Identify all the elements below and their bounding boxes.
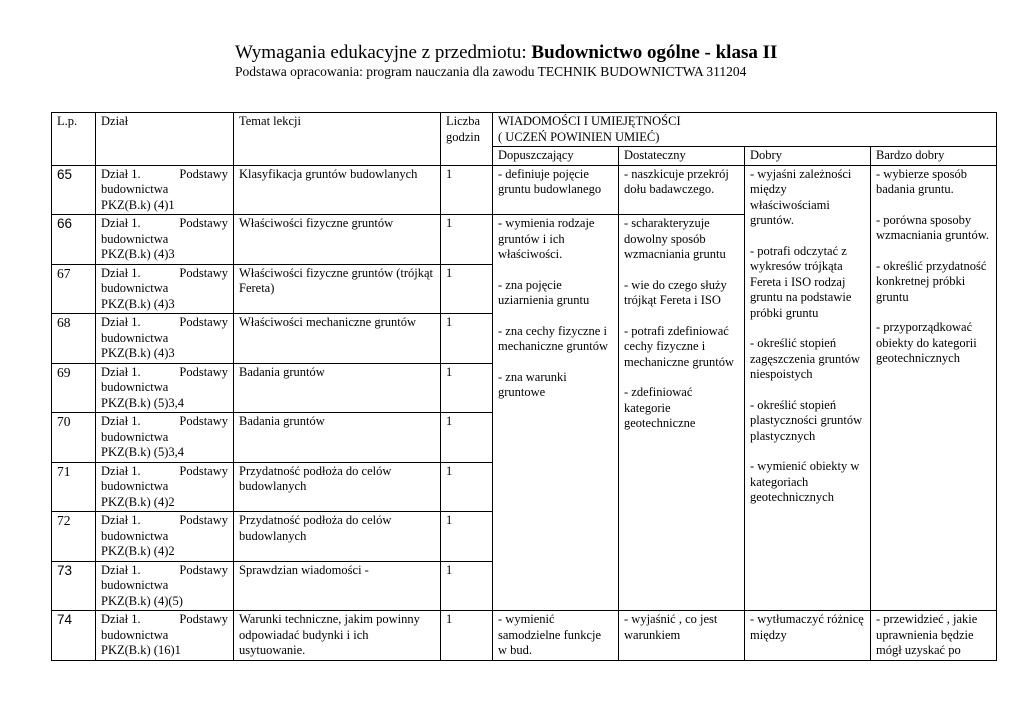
row-godziny: 1 [441, 165, 493, 215]
group-header-line1: WIADOMOŚCI I UMIEJĘTNOŚCI [498, 114, 681, 128]
row-dobry: - wytłumaczyć różnicę między [745, 611, 871, 661]
dzial-label: Dział 1. [101, 414, 141, 428]
bardzo-dobry-cell [871, 165, 997, 611]
col-header-temat: Temat lekcji [234, 113, 441, 166]
row-bardzo-dobry: - przewidzieć , jakie uprawnienia będzie mógł uzyskać po [871, 611, 997, 661]
row-lp: 69 [52, 363, 96, 413]
row-temat: Badania gruntów [234, 413, 441, 463]
dzial-code: PKZ(B.k) (4)3 [101, 247, 175, 261]
col-header-dopuszczajacy: Dopuszczający [493, 147, 619, 166]
document-subtitle: Podstawa opracowania: program nauczania dla zawodu TECHNIK BUDOWNICTWA 311204 [235, 64, 747, 79]
col-header-lp: L.p. [52, 113, 96, 166]
row-lp: 65 [52, 165, 96, 215]
col-header-bardzo-dobry: Bardzo dobry [871, 147, 997, 166]
dzial-name: Podstawy [179, 265, 228, 280]
dopuszczajacy-cell [493, 215, 619, 611]
row-temat: Przydatność podłoża do celów budowlanych [234, 512, 441, 562]
dostateczny-cell [619, 215, 745, 611]
dzial-code: PKZ(B.k) (4)3 [101, 346, 175, 360]
row-dopuszczajacy: - wymienić samodzielne funkcje w bud. [493, 611, 619, 661]
dzial-name-cont: budownictwa [101, 528, 169, 543]
dzial-code: PKZ(B.k) (4)2 [101, 544, 175, 558]
dopuszczajacy-top: - definiuje pojęcie gruntu budowlanego [493, 165, 619, 215]
row-dzial [96, 264, 234, 314]
dzial-label: Dział 1. [101, 364, 141, 379]
dzial-label: Dział 1. [101, 463, 141, 478]
row-lp: 68 [52, 314, 96, 364]
dzial-name: Podstawy [179, 513, 228, 527]
row-godziny: 1 [441, 462, 493, 512]
header-row [52, 113, 997, 147]
dostateczny-item: - potrafi zdefiniować cechy fizyczne i mechaniczne gruntów [624, 323, 735, 369]
dzial-name-cont: budownictwa [101, 281, 169, 295]
row-dzial [96, 512, 234, 562]
dzial-name-cont: budownictwa [101, 578, 169, 592]
row-godziny: 1 [441, 215, 493, 265]
title-subject: Budownictwo ogólne - klasa II [531, 42, 778, 63]
dzial-code: PKZ(B.k) (16)1 [101, 643, 181, 657]
row-temat: Badania gruntów [234, 363, 441, 413]
col-header-liczba: Liczba godzin [441, 113, 493, 166]
dzial-name-cont: budownictwa [101, 380, 169, 394]
dzial-code: PKZ(B.k) (5)3,4 [101, 395, 184, 410]
dzial-code: PKZ(B.k) (4)3 [101, 296, 175, 311]
bardzo-dobry-item: - wybierze sposób badania gruntu. [876, 166, 967, 196]
dzial-label: Dział 1. [101, 513, 141, 527]
dzial-name-cont: budownictwa [101, 479, 169, 493]
document-header [235, 42, 995, 80]
row-lp: 74 [52, 611, 96, 661]
dobry-item: - potrafi odczytać z wykresów trójkąta Fereta i ISO rodzaj gruntu na podstawie próbki gruntu [750, 243, 852, 320]
dostateczny-item: - scharakteryzuje dowolny sposób wzmacniania gruntu [624, 216, 726, 261]
dostateczny-top: - naszkicuje przekrój dołu badawczego. [619, 165, 745, 215]
row-godziny: 1 [441, 413, 493, 463]
row-lp: 73 [52, 561, 96, 611]
row-godziny: 1 [441, 264, 493, 314]
row-godziny: 1 [441, 512, 493, 562]
dzial-label: Dział 1. [101, 612, 141, 626]
row-dzial [96, 363, 234, 413]
col-header-dzial: Dział [96, 113, 234, 166]
dzial-name: Podstawy [179, 315, 228, 329]
dzial-name: Podstawy [179, 364, 228, 379]
row-lp: 66 [52, 215, 96, 265]
row-temat: Przydatność podłoża do celów budowlanych [234, 462, 441, 512]
dopuszczajacy-item: - zna cechy fizyczne i mechaniczne gruntów [498, 323, 609, 353]
dzial-name: Podstawy [179, 414, 228, 428]
dzial-name-cont: budownictwa [101, 429, 169, 444]
requirements-table [51, 112, 997, 661]
dzial-name: Podstawy [179, 166, 228, 181]
dzial-label: Dział 1. [101, 562, 141, 577]
dobry-item: - wyjaśni zależności między właściwościami gruntów. [750, 166, 852, 227]
row-lp: 70 [52, 413, 96, 463]
row-dzial [96, 611, 234, 661]
dzial-name-cont: budownictwa [101, 330, 169, 345]
dzial-code: PKZ(B.k) (5)3,4 [101, 445, 184, 459]
row-temat: Właściwości fizyczne gruntów (trójkąt Fereta) [234, 264, 441, 314]
dzial-name: Podstawy [179, 216, 228, 230]
row-dostateczny: - wyjaśnić , co jest warunkiem [619, 611, 745, 661]
dzial-name-cont: budownictwa [101, 182, 169, 196]
dzial-name: Podstawy [179, 463, 228, 478]
table-row [52, 611, 997, 661]
col-header-group [493, 113, 997, 147]
row-temat: Właściwości mechaniczne gruntów [234, 314, 441, 364]
row-temat: Sprawdzian wiadomości - [234, 561, 441, 611]
dzial-label: Dział 1. [101, 166, 141, 181]
row-godziny: 1 [441, 363, 493, 413]
row-temat: Warunki techniczne, jakim powinny odpowiadać budynki i ich usytuowanie. [234, 611, 441, 661]
dopuszczajacy-item: - zna pojęcie uziarnienia gruntu [498, 277, 590, 307]
dzial-label: Dział 1. [101, 216, 141, 230]
row-dzial [96, 561, 234, 611]
dzial-name-cont: budownictwa [101, 231, 169, 246]
bardzo-dobry-item: - przyporządkować obiekty do kategorii geotechnicznych [876, 320, 977, 365]
bardzo-dobry-item: - porówna sposoby wzmacniania gruntów. [876, 212, 990, 242]
table-row [52, 165, 997, 215]
dopuszczajacy-item: - wymienia rodzaje gruntów i ich właściwości. [498, 216, 595, 261]
title-prefix: Wymagania edukacyjne z przedmiotu: [235, 42, 532, 63]
dostateczny-item: - wie do czego służy trójkąt Fereta i ISO [624, 277, 727, 307]
col-header-dostateczny: Dostateczny [619, 147, 745, 166]
row-temat: Klasyfikacja gruntów budowlanych [234, 165, 441, 215]
row-dzial [96, 462, 234, 512]
dzial-label: Dział 1. [101, 265, 141, 280]
dzial-label: Dział 1. [101, 315, 141, 329]
row-lp: 72 [52, 512, 96, 562]
group-header-line2: ( UCZEŃ POWINIEN UMIEĆ) [498, 129, 660, 144]
dostateczny-item: - zdefiniować kategorie geotechniczne [624, 385, 696, 430]
dzial-code: PKZ(B.k) (4)2 [101, 494, 175, 509]
dzial-name-cont: budownictwa [101, 627, 169, 642]
col-header-dobry: Dobry [745, 147, 871, 166]
row-godziny: 1 [441, 561, 493, 611]
dopuszczajacy-item: - zna warunki gruntowe [498, 369, 567, 399]
bardzo-dobry-item: - określić przydatność konkretnej próbki gruntu [876, 258, 987, 304]
dzial-name: Podstawy [179, 612, 228, 626]
document-title [235, 42, 995, 64]
row-lp: 71 [52, 462, 96, 512]
row-dzial [96, 165, 234, 215]
dobry-item: - wymienić obiekty w kategoriach geotechnicznych [750, 459, 860, 504]
row-temat: Właściwości fizyczne gruntów [234, 215, 441, 265]
row-dzial [96, 215, 234, 265]
dobry-cell [745, 165, 871, 611]
dobry-item: - określić stopień zagęszczenia gruntów niespoistych [750, 336, 861, 381]
dzial-code: PKZ(B.k) (4)1 [101, 197, 175, 212]
row-dzial [96, 314, 234, 364]
dobry-item: - określić stopień plastyczności gruntów plastycznych [750, 397, 863, 443]
row-lp: 67 [52, 264, 96, 314]
row-dzial [96, 413, 234, 463]
row-godziny: 1 [441, 314, 493, 364]
dzial-code: PKZ(B.k) (4)(5) [101, 593, 183, 608]
row-godziny: 1 [441, 611, 493, 661]
dzial-name: Podstawy [179, 562, 228, 577]
